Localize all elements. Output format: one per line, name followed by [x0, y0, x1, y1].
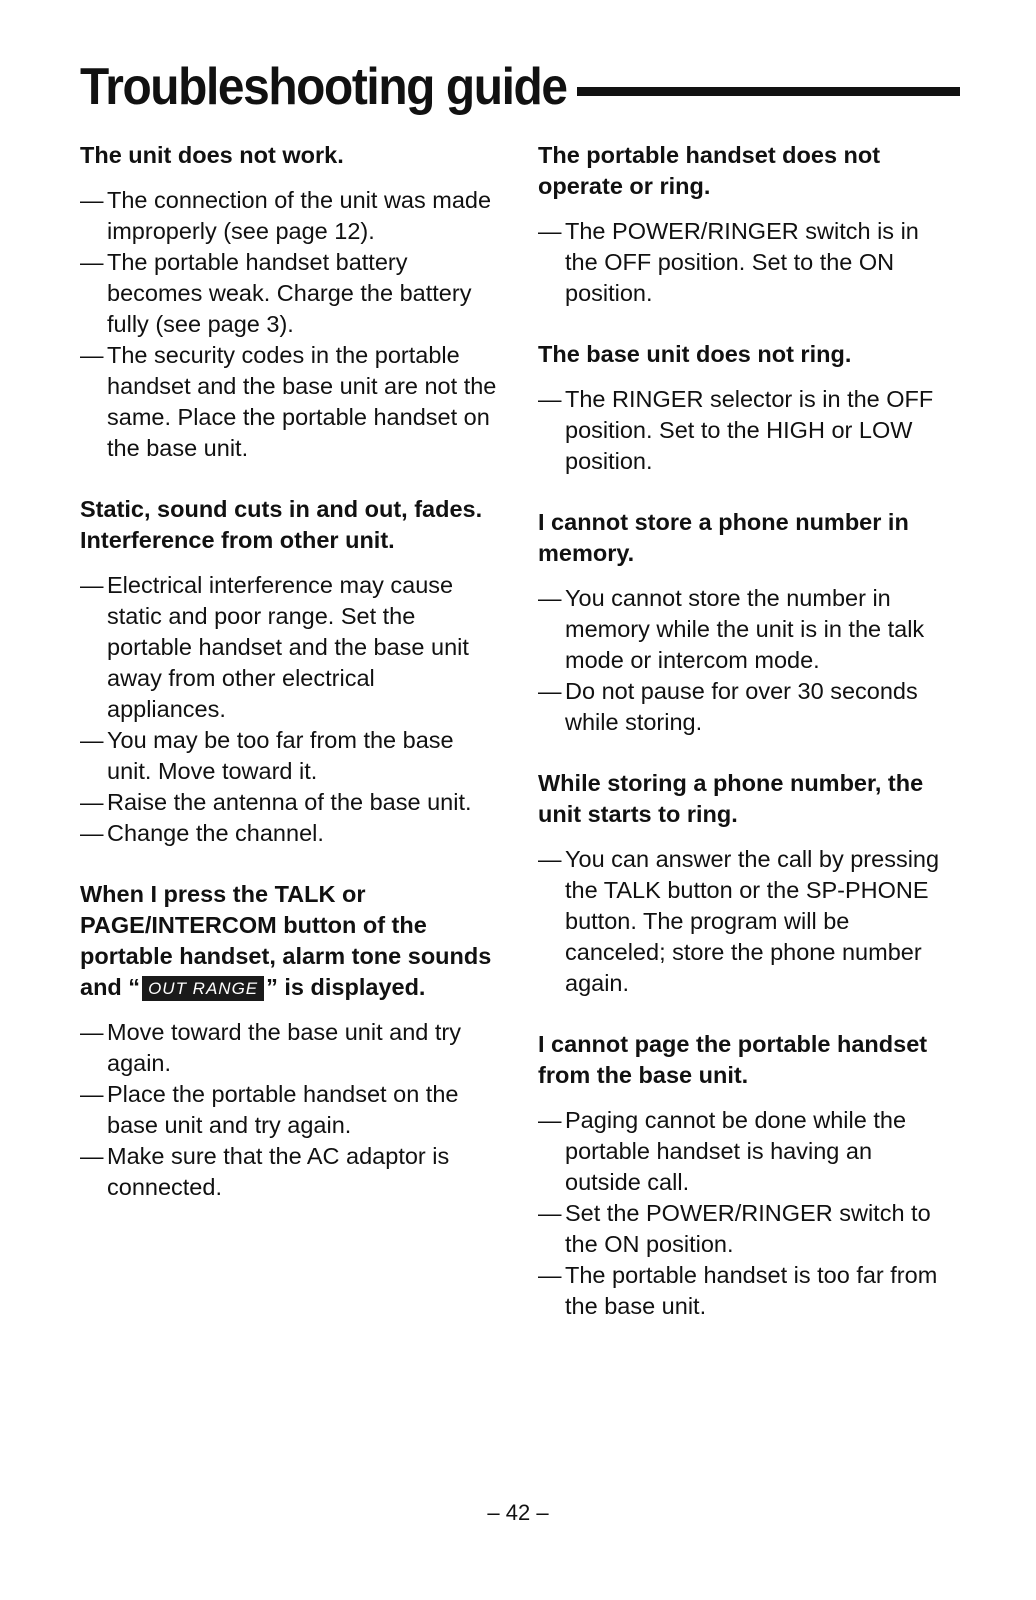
list-item: — Electrical interference may cause static and poor range. Set the portable handset and the base unit away from other electrical appliances.	[80, 572, 469, 722]
list-item: — Paging cannot be done while the portable handset is having an outside call.	[538, 1107, 907, 1195]
list-item: — You can answer the call by pressing the TALK button or the SP-PHONE button. The program will be canceled; store the phone number again.	[538, 846, 940, 996]
list-item: — Do not pause for over 30 seconds while storing.	[538, 678, 918, 735]
section-heading: I cannot page the portable handset from the base unit.	[538, 1031, 928, 1088]
section-cannot-store-number	[538, 507, 948, 738]
list-item: — You may be too far from the base unit. Move toward it.	[80, 727, 454, 784]
title-row	[80, 52, 960, 122]
section-base-does-not-ring	[538, 339, 948, 477]
item-list	[538, 1105, 948, 1322]
section-cannot-page-handset	[538, 1029, 948, 1322]
section-unit-does-not-work	[80, 140, 500, 464]
list-item: — Raise the antenna of the base unit.	[80, 789, 472, 815]
section-heading: While storing a phone number, the unit starts to ring.	[538, 770, 924, 827]
list-item: — The connection of the unit was made improperly (see page 12).	[80, 187, 492, 244]
list-item: — You cannot store the number in memory while the unit is in the talk mode or intercom mode.	[538, 585, 925, 673]
item-list	[538, 216, 948, 309]
section-out-range-alarm	[80, 879, 500, 1203]
right-column	[538, 140, 948, 1352]
section-static-interference	[80, 494, 500, 849]
section-heading: The unit does not work.	[80, 142, 344, 168]
item-list	[80, 185, 500, 464]
item-list	[538, 844, 948, 999]
out-range-display-badge: OUT RANGE	[142, 976, 264, 1001]
list-item: — Make sure that the AC adaptor is connected.	[80, 1143, 450, 1200]
section-handset-does-not-ring	[538, 140, 948, 309]
page-number: – 42 –	[487, 1500, 549, 1525]
item-list	[538, 384, 948, 477]
section-heading: When I press the TALK or PAGE/INTERCOM button of the portable handset, alarm tone sounds and “ OUT RANGE ” is displayed.	[80, 881, 492, 1000]
list-item: — Move toward the base unit and try again.	[80, 1019, 462, 1076]
item-list	[80, 570, 500, 849]
list-item: — The security codes in the portable handset and the base unit are not the same. Place the portable handset on the base unit.	[80, 342, 497, 461]
list-item: — Change the channel.	[80, 820, 324, 846]
list-item: — The portable handset battery becomes weak. Charge the battery fully (see page 3).	[80, 249, 472, 337]
section-heading: I cannot store a phone number in memory.	[538, 509, 909, 566]
item-list	[80, 1017, 500, 1203]
section-rings-while-storing	[538, 768, 948, 999]
list-item: — The POWER/RINGER switch is in the OFF position. Set to the ON position.	[538, 218, 919, 306]
list-item: — The RINGER selector is in the OFF position. Set to the HIGH or LOW position.	[538, 386, 934, 474]
section-heading: The base unit does not ring.	[538, 341, 852, 367]
page-title: Troubleshooting guide	[80, 58, 567, 116]
section-heading: The portable handset does not operate or ring.	[538, 142, 881, 199]
list-item: — Set the POWER/RINGER switch to the ON position.	[538, 1200, 931, 1257]
section-heading: Static, sound cuts in and out, fades. Interference from other unit.	[80, 496, 483, 553]
title-rule	[577, 87, 960, 96]
list-item: — The portable handset is too far from the base unit.	[538, 1262, 938, 1319]
list-item: — Place the portable handset on the base unit and try again.	[80, 1081, 459, 1138]
item-list	[538, 583, 948, 738]
left-column	[80, 140, 500, 1233]
